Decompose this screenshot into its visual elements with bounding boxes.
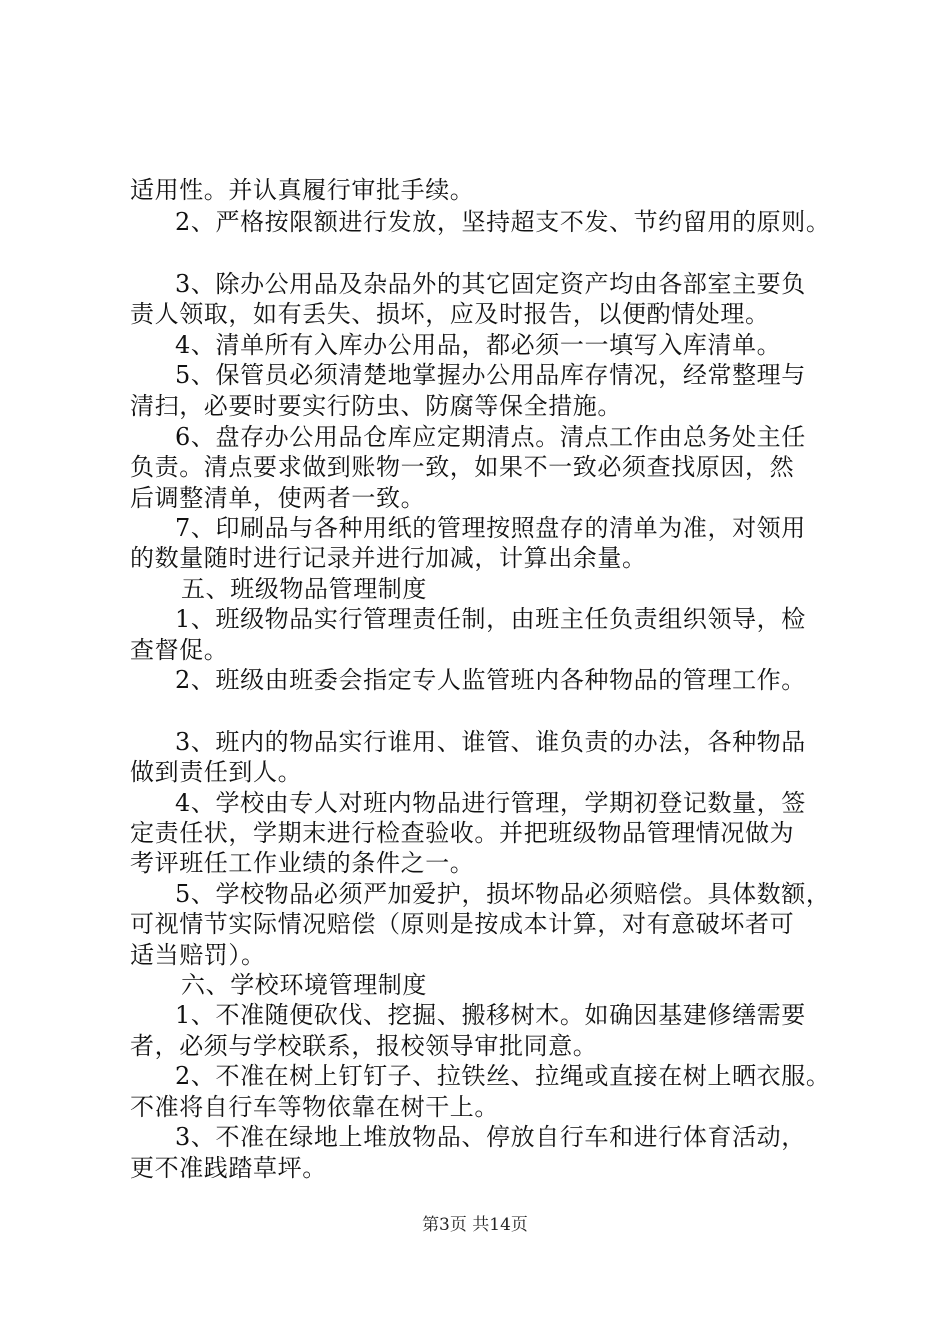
text-line: 2、严格按限额进行发放，坚持超支不发、节约留用的原则。 (175, 208, 831, 236)
text-line: 3、班内的物品实行谁用、谁管、谁负责的办法，各种物品 (175, 728, 806, 756)
text-line: 责人领取，如有丢失、损坏，应及时报告，以便酌情处理。 (130, 300, 770, 328)
text-line: 做到责任到人。 (130, 758, 303, 786)
text-line: 考评班任工作业绩的条件之一。 (130, 849, 475, 877)
text-line: 2、不准在树上钉钉子、拉铁丝、拉绳或直接在树上晒衣服。 (175, 1062, 831, 1090)
text-line: 定责任状，学期末进行检查验收。并把班级物品管理情况做为 (130, 819, 795, 847)
section-heading: 六、学校环境管理制度 (181, 971, 427, 999)
text-line: 1、班级物品实行管理责任制，由班主任负责组织领导，检 (175, 605, 806, 633)
text-line: 6、盘存办公用品仓库应定期清点。清点工作由总务处主任 (175, 423, 806, 451)
text-line: 的数量随时进行记录并进行加减，计算出余量。 (130, 544, 647, 572)
text-line: 者，必须与学校联系，报校领导审批同意。 (130, 1032, 598, 1060)
text-line: 不准将自行车等物依靠在树干上。 (130, 1093, 499, 1121)
text-line: 负责。清点要求做到账物一致，如果不一致必须查找原因，然 (130, 453, 795, 481)
text-line: 查督促。 (130, 636, 229, 664)
text-line: 可视情节实际情况赔偿（原则是按成本计算，对有意破坏者可 (130, 910, 795, 938)
section-heading: 五、班级物品管理制度 (181, 575, 427, 603)
text-line: 5、保管员必须清楚地掌握办公用品库存情况，经常整理与 (175, 361, 806, 389)
text-line: 5、学校物品必须严加爱护，损坏物品必须赔偿。具体数额， (175, 880, 831, 908)
text-line: 1、不准随便砍伐、挖掘、搬移树木。如确因基建修缮需要 (175, 1001, 806, 1029)
text-line: 适当赔罚）。 (130, 941, 266, 969)
text-line: 3、除办公用品及杂品外的其它固定资产均由各部室主要负 (175, 270, 806, 298)
text-line: 适用性。并认真履行审批手续。 (130, 176, 475, 204)
text-line: 4、清单所有入库办公用品，都必须一一填写入库清单。 (175, 331, 782, 359)
text-line: 清扫，必要时要实行防虫、防腐等保全措施。 (130, 392, 622, 420)
text-line: 7、印刷品与各种用纸的管理按照盘存的清单为准，对领用 (175, 514, 806, 542)
page-number-footer: 第3页 共14页 (422, 1215, 528, 1235)
text-line: 3、不准在绿地上堆放物品、停放自行车和进行体育活动， (175, 1123, 806, 1151)
text-line: 后调整清单，使两者一致。 (130, 484, 426, 512)
text-line: 4、学校由专人对班内物品进行管理，学期初登记数量，签 (175, 789, 806, 817)
text-line: 更不准践踏草坪。 (130, 1154, 327, 1182)
text-line: 2、班级由班委会指定专人监管班内各种物品的管理工作。 (175, 666, 806, 694)
